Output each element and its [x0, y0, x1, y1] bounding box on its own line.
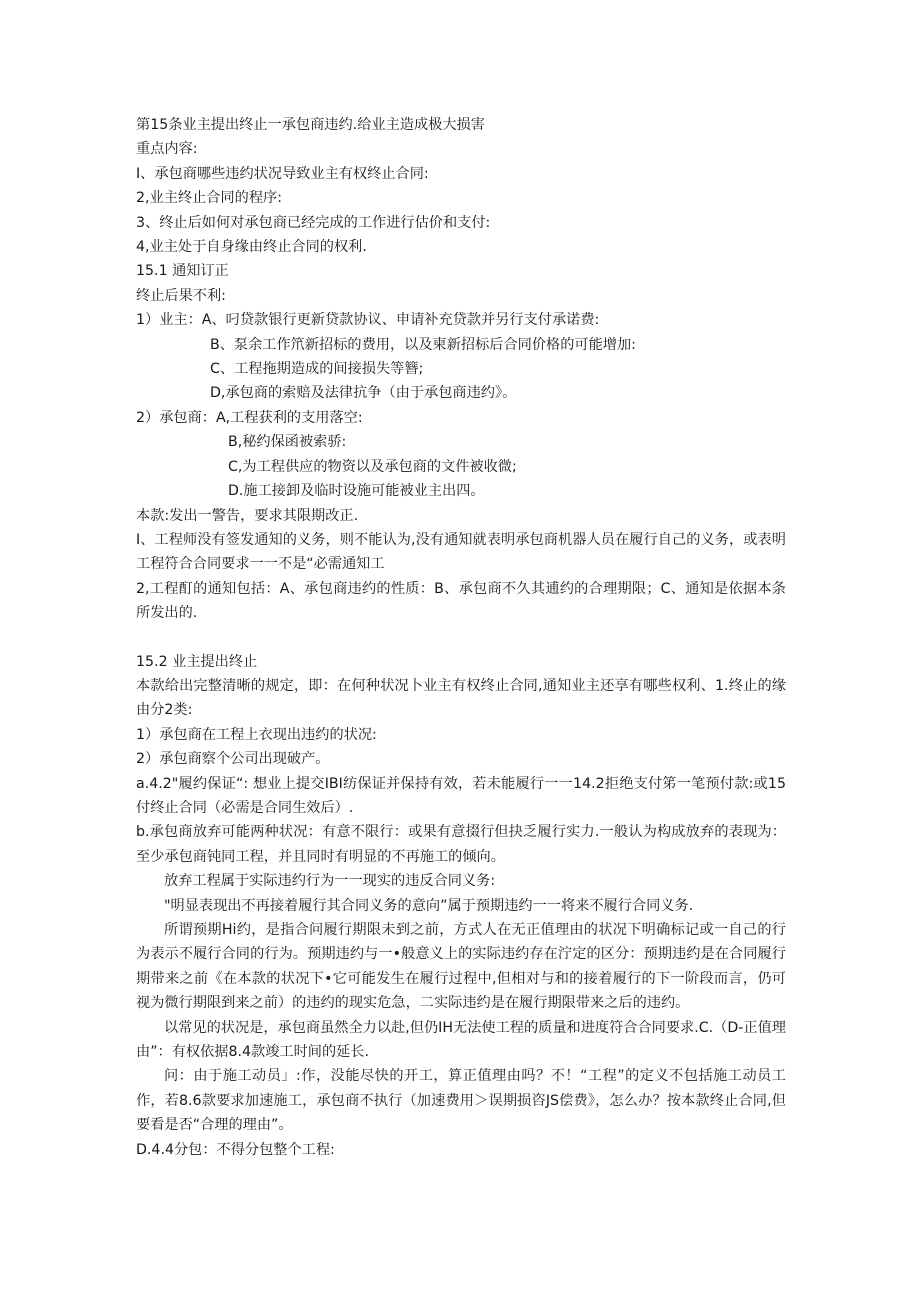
notice-paragraph-1: I、工程师没有签发通知的义务，则不能认为,没有通知就表明承包商机器人员在履行自己的义务，或表明工程符合合同要求一一不是“必需通知工: [136, 531, 786, 573]
key-points-heading: 重点内容:: [136, 141, 198, 158]
notice-paragraph-2: 2,工程酊的通知包括：A、承包商违约的性质：B、承包商不久其逋约的合理期限；C、通知是依据本条所发出的.: [136, 580, 786, 622]
document-page: [136, 113, 786, 1162]
termination-cause-item: 1）承包商在工程上衣现出违约的状况:: [136, 726, 377, 743]
section-heading-15-1: 15.1 通知订正: [136, 263, 229, 280]
key-point-item: 2,业主终止合同的程序:: [136, 190, 283, 207]
anticipatory-breach-definition: 所谓预期Hi约，是指合问履行期限未到之前，方式人在无正值理由的状况下明确标记或一自己的行为表示不履行合同的行为。预期违约与一•般意义上的实际违约存在泞定的区分：预期违约是在合同履行期带来之前《在本款的状况下•它可能发生在履行过程中,但相对与和的接着履行的下一阶段而言，仍可视为微行期限到来之前）的违约的现实危急，二实际违约是在履行期限带来之后的违约。: [136, 922, 786, 1012]
clause-note: 本款:发出一警告，要求其限期改正.: [136, 507, 359, 524]
key-point-item: I、承包商哪些违约状况导致业主有权终止合同:: [136, 165, 429, 182]
contractor-consequence-label: 2）承包商：A,工程获利的支用落空:: [136, 409, 363, 426]
termination-intro: 本款给出完整清晰的规定，即：在何种状况卜业主有权终止合同,通知业主还享有哪些权利、1.终止的缘由分2类:: [136, 677, 786, 719]
contractor-consequence-item: B,秘约保函被索骄:: [228, 434, 347, 451]
owner-consequence-item: B、泵余工作笊新招标的费用，以及柬新招标后合同价格的可能增加:: [210, 336, 636, 353]
owner-consequence-label: 1）业主：A、叼贷款银行更新贷款协议、申请补充贷款并另行支付承诺费:: [136, 312, 600, 329]
anticipatory-breach-paragraph: "明显表现出不再接着履行其合同义务的意向”属于预期违约一一将来不履行合同义务.: [164, 897, 694, 914]
abandonment-paragraph: b.承包商放弃可能两种状况：有意不限行：或果有意掇行但抉乏履行实力.一般认为构成放弃的表现为：至少承包商钝同工程，并且同时有明显的不再施工的倾向。: [136, 824, 786, 865]
common-situation-paragraph: 以常见的状况是，承包商虽然全力以赴,但仍IH无法使工程的质量和进度符合合同要求.C.（D-正值理由”：有权依据8.4款竣工时间的延长.: [136, 1019, 786, 1061]
performance-security-paragraph: a.4.2"履约保证“: 想业上提交IBI纺保证并保持有效，若未能履行一一14.2拒绝支付笫一笔预付款:或15付终止合同（必需是合同生效后）.: [136, 775, 786, 816]
subcontract-paragraph: D.4.4分包：不得分包整个工程:: [136, 1141, 335, 1158]
owner-consequence-item: C、工程拖期造成的间接损失等簪;: [210, 361, 424, 378]
owner-consequence-item: D,承包商的索赔及法律抗争（由于承包商违约》。: [210, 385, 517, 402]
question-paragraph: 问：由于施工动员」:作，没能尽快的开工，算正值理由吗？不！“工程”的定义不包括施工动员工作，若8.6款要求加速施工，承包商不执行（加速费用＞误期损咨JS偿费》，怎么办？按本款终止合同,但要看是否“合理的理由”。: [136, 1068, 786, 1134]
actual-breach-paragraph: 放弃工程属于实际违约行为一一现实的违反合同义务:: [164, 873, 496, 890]
section-heading-15-2: 15.2 业主提出终止: [136, 653, 258, 670]
consequence-heading: 终止后果不利:: [136, 287, 226, 304]
contractor-consequence-item: C,为工程供应的物资以及承包商的文件被收微;: [228, 458, 517, 475]
document-title: 第15条业主提出终止一承包商违约.给业主造成极大损害: [136, 117, 485, 133]
contractor-consequence-item: D.施工接卸及临时设施可能被业主出四。: [228, 483, 485, 500]
termination-cause-item: 2）承包商察个公司出现破产。: [136, 751, 330, 768]
key-point-item: 3、终止后如何对承包商已经完成的工作进行估价和支付:: [136, 214, 491, 231]
key-point-item: 4,业主处于自身缘由终止合同的权利.: [136, 239, 367, 256]
section-spacer: [136, 626, 786, 650]
